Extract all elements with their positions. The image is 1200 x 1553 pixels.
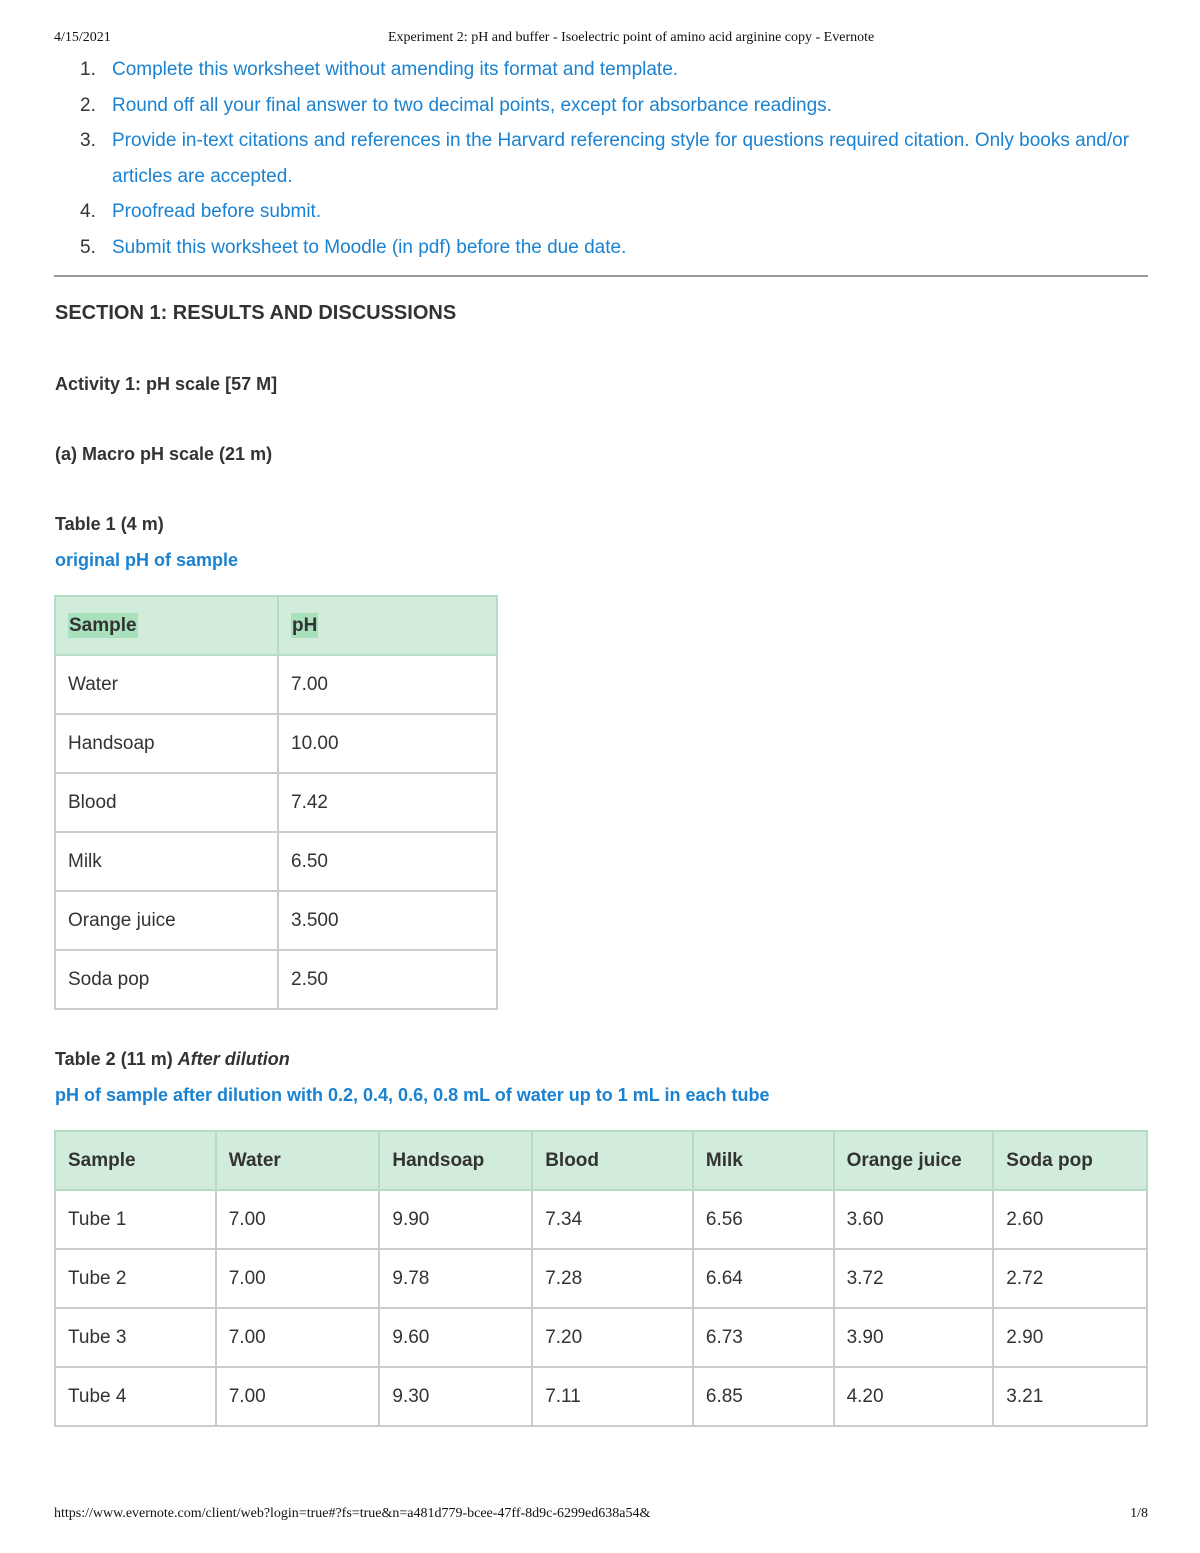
instruction-number: 1.	[80, 59, 96, 80]
table-cell: Tube 4	[55, 1367, 216, 1426]
table-cell: 7.28	[532, 1249, 693, 1308]
table-row	[55, 832, 497, 891]
table-cell: 7.20	[532, 1308, 693, 1367]
table2-title-italic: After dilution	[177, 1049, 290, 1069]
instructions-list	[54, 52, 1134, 265]
table-row	[55, 1190, 1147, 1249]
table-cell: 7.00	[216, 1367, 380, 1426]
table-header-cell	[278, 596, 497, 655]
table-cell: 7.00	[216, 1190, 380, 1249]
table1-caption: original pH of sample	[55, 550, 239, 570]
table-cell: Blood	[55, 773, 278, 832]
table-cell: 7.00	[216, 1249, 380, 1308]
instruction-item	[54, 194, 1134, 230]
table-cell: 2.90	[993, 1308, 1147, 1367]
instruction-number: 5.	[80, 236, 96, 258]
table-cell: 2.60	[993, 1190, 1147, 1249]
instruction-item	[54, 123, 1134, 194]
table-header-cell: Soda pop	[993, 1131, 1147, 1190]
instruction-item	[54, 230, 1134, 266]
table2-title-text: Table 2 (11 m)	[55, 1049, 173, 1069]
table-row	[55, 891, 497, 950]
table-header-row	[55, 596, 497, 655]
instruction-text: Provide in-text citations and references in the Harvard referencing style for questions required citation. Only books and/or articles are accepted.	[112, 130, 1130, 187]
table-cell: 7.00	[278, 655, 497, 714]
instruction-number: 4.	[80, 201, 96, 222]
table2-title	[55, 1049, 290, 1070]
instruction-text: Complete this worksheet without amending its format and template.	[112, 59, 679, 80]
table2	[54, 1130, 1148, 1427]
print-title: Experiment 2: pH and buffer - Isoelectric point of amino acid arginine copy - Evernote	[388, 30, 875, 45]
table-cell: Handsoap	[55, 714, 278, 773]
table-cell: Tube 1	[55, 1190, 216, 1249]
table-row	[55, 1249, 1147, 1308]
table-cell: 3.21	[993, 1367, 1147, 1426]
table2-caption: pH of sample after dilution with 0.2, 0.4, 0.6, 0.8 mL of water up to 1 mL in each tube	[55, 1085, 770, 1105]
table-cell: 9.90	[379, 1190, 532, 1249]
table-header-cell: Sample	[55, 1131, 216, 1190]
table-row	[55, 655, 497, 714]
instruction-item	[54, 52, 1134, 88]
table-cell: Orange juice	[55, 891, 278, 950]
table-cell: 9.78	[379, 1249, 532, 1308]
table-cell: 7.00	[216, 1308, 380, 1367]
table-cell: 6.50	[278, 832, 497, 891]
table-cell: 3.72	[834, 1249, 994, 1308]
table-cell: 6.73	[693, 1308, 834, 1367]
table-cell: 3.60	[834, 1190, 994, 1249]
section-title: SECTION 1: RESULTS AND DISCUSSIONS	[55, 302, 457, 324]
table-cell: 4.20	[834, 1367, 994, 1426]
instruction-number: 3.	[80, 130, 96, 151]
table-header-cell	[55, 596, 278, 655]
table-header-cell: Orange juice	[834, 1131, 994, 1190]
table-row	[55, 714, 497, 773]
table-cell: 3.90	[834, 1308, 994, 1367]
instruction-text: Proofread before submit.	[112, 201, 322, 222]
table-cell: Tube 2	[55, 1249, 216, 1308]
table-cell: 7.34	[532, 1190, 693, 1249]
table-cell: 10.00	[278, 714, 497, 773]
table-cell: Water	[55, 655, 278, 714]
section-divider	[54, 275, 1148, 277]
table-header-cell: Water	[216, 1131, 380, 1190]
table-cell: Tube 3	[55, 1308, 216, 1367]
table-cell: Soda pop	[55, 950, 278, 1009]
table-row	[55, 773, 497, 832]
table-cell: 7.11	[532, 1367, 693, 1426]
table-cell: 3.500	[278, 891, 497, 950]
table-cell: 7.42	[278, 773, 497, 832]
instruction-text: Round off all your final answer to two decimal points, except for absorbance readings.	[112, 94, 832, 116]
table1-title: Table 1 (4 m)	[55, 514, 164, 534]
instruction-item	[54, 88, 1134, 124]
table-cell: 2.50	[278, 950, 497, 1009]
table-header-cell: Blood	[532, 1131, 693, 1190]
table-cell: 9.30	[379, 1367, 532, 1426]
table-cell: 6.85	[693, 1367, 834, 1426]
table-header-cell: Handsoap	[379, 1131, 532, 1190]
table1	[54, 595, 498, 1010]
activity-title: Activity 1: pH scale [57 M]	[55, 374, 278, 394]
sub-title: (a) Macro pH scale (21 m)	[55, 444, 273, 464]
instruction-number: 2.	[80, 94, 96, 116]
header-sample: Sample	[69, 614, 137, 636]
table-cell: Milk	[55, 832, 278, 891]
print-date: 4/15/2021	[54, 30, 111, 45]
table-header-cell: Milk	[693, 1131, 834, 1190]
print-url: https://www.evernote.com/client/web?login=true#?fs=true&n=a481d779-bcee-47ff-8d9c-6299ed638a54&	[54, 1506, 651, 1521]
page-number: 1/8	[1130, 1506, 1148, 1521]
table-row	[55, 1308, 1147, 1367]
table-cell: 6.56	[693, 1190, 834, 1249]
table-row	[55, 1367, 1147, 1426]
table-cell: 9.60	[379, 1308, 532, 1367]
instruction-text: Submit this worksheet to Moodle (in pdf) before the due date.	[112, 236, 627, 258]
table-header-row	[55, 1131, 1147, 1190]
table-row	[55, 950, 497, 1009]
table-cell: 2.72	[993, 1249, 1147, 1308]
table-cell: 6.64	[693, 1249, 834, 1308]
header-ph: pH	[292, 614, 318, 636]
